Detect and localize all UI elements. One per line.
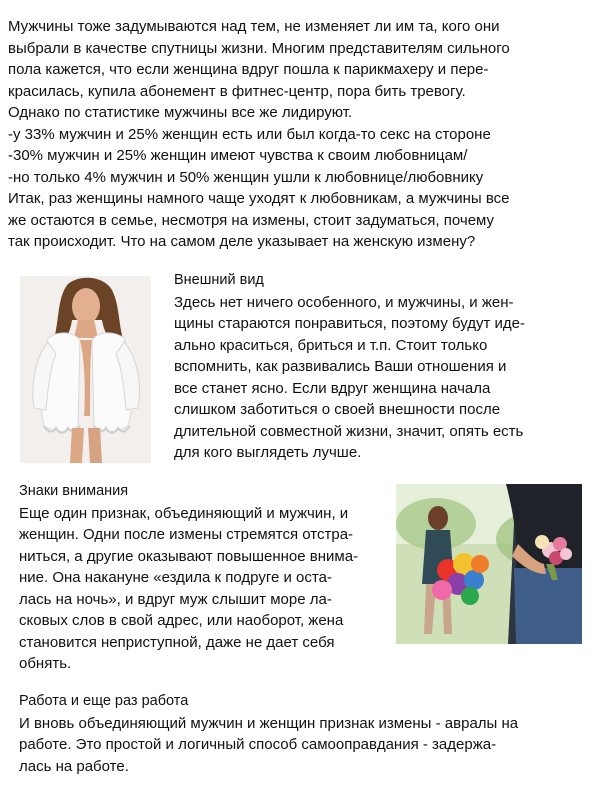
section-line: Еще один признак, объединяющий и мужчин, и [19, 504, 349, 522]
section-line: обнять. [19, 655, 72, 672]
section-heading: Внешний вид [174, 272, 264, 288]
section-work [19, 691, 518, 777]
section-appearance [174, 270, 525, 464]
section-line: сковых слов в свой адрес, или наоборот, жена [19, 612, 344, 629]
intro-line: пола кажется, что если женщина вдруг пошла к парикмахеру и пере- [8, 61, 489, 78]
section-line: слишком заботиться о своей внешности после [174, 401, 501, 418]
intro-line: красилась, купила абонемент в фитнес-центр, пора бить тревогу. [8, 82, 466, 100]
intro-paragraph [8, 16, 510, 253]
intro-line: выбрали в качестве спутницы жизни. Многим представителям сильного [8, 39, 510, 57]
section-line: лась на ночь», и вдруг муж слышит море ла- [19, 590, 332, 608]
section-line: Здесь нет ничего особенного, и мужчины, и жен- [174, 293, 514, 311]
couple-with-balloons-photo [396, 484, 582, 644]
woman-illustration [20, 276, 151, 463]
woman-in-white-robe-photo [20, 276, 151, 463]
section-line: все станет ясно. Если вдруг женщина начала [174, 379, 491, 397]
section-line: длительной совместной жизни, значит, опять есть [174, 422, 524, 440]
intro-line: так происходит. Что на самом деле указывает на женскую измену? [8, 233, 476, 250]
section-line: ниться, а другие оказывают повышенное внима- [19, 547, 359, 565]
section-line: женщин. Одни после измены стремятся отстра- [19, 526, 354, 543]
intro-line: Итак, раз женщины намного чаще уходят к любовникам, а мужчины все [8, 190, 510, 207]
intro-line: же остаются в семье, несмотря на измены, стоит задуматься, почему [8, 211, 495, 229]
section-attention [19, 481, 358, 675]
section-line: И вновь объединяющий мужчин и женщин признак измены - авралы на [19, 714, 519, 732]
intro-line: Однако по статистике мужчины все же лидируют. [8, 104, 353, 121]
section-line: вспомнить, как развивались Ваши отношения и [174, 358, 507, 375]
intro-line: -30% мужчин и 25% женщин имеют чувства к своим любовницам/ [8, 147, 468, 164]
intro-line: -у 33% мужчин и 25% женщин есть или был когда-то секс на стороне [8, 125, 491, 143]
section-line: ально краситься, бриться и т.п. Стоит только [174, 336, 488, 354]
section-line: становится неприступной, даже не дает себя [19, 633, 335, 651]
section-line: работе. Это простой и логичный способ самооправдания - задержа- [19, 736, 497, 753]
intro-line: Мужчины тоже задумываются над тем, не изменяет ли им та, кого они [8, 18, 500, 35]
section-heading: Работа и еще раз работа [19, 693, 189, 709]
section-line: для кого выглядеть лучше. [174, 444, 362, 461]
intro-line: -но только 4% мужчин и 50% женщин ушли к любовнице/любовнику [8, 168, 484, 186]
section-line: ние. Она накануне «ездила к подруге и оста- [19, 569, 332, 586]
section-heading: Знаки внимания [19, 483, 129, 499]
section-line: лась на работе. [19, 757, 129, 775]
section-line: щины стараются понравиться, поэтому будут иде- [174, 315, 526, 332]
couple-illustration [396, 484, 582, 644]
